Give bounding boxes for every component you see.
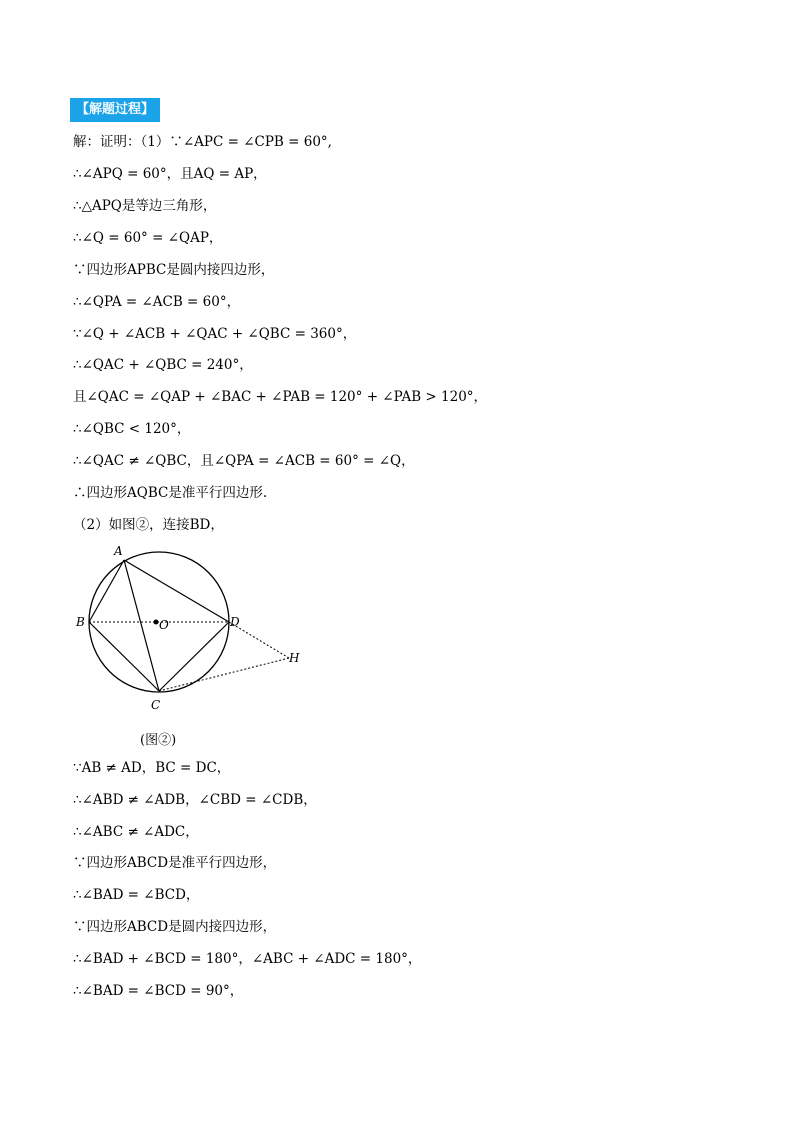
- proof-line-17: ∵四边形ABCD是准平行四边形，: [73, 855, 277, 871]
- proof-line-21: ∴∠BAD = ∠BCD = 90°，: [73, 983, 244, 999]
- proof-line-16: ∴∠ABC ≠ ∠ADC，: [73, 824, 199, 840]
- segment-ab: [89, 560, 124, 622]
- proof-line-11: ∴∠QAC ≠ ∠QBC，且∠QPA = ∠ACB = 60° = ∠Q，: [73, 453, 415, 469]
- proof-line-18: ∴∠BAD = ∠BCD，: [73, 887, 200, 903]
- proof-line-12: ∴四边形AQBC是准平行四边形.: [73, 485, 268, 501]
- proof-line-20: ∴∠BAD + ∠BCD = 180°，∠ABC + ∠ADC = 180°，: [73, 951, 422, 967]
- proof-line-6: ∴∠QPA = ∠ACB = 60°，: [73, 294, 241, 310]
- figure-caption: (图②): [140, 733, 177, 748]
- proof-line-1: 解：证明：（1）∵∠APC = ∠CPB = 60°,: [73, 134, 332, 150]
- proof-line-10: ∴∠QBC < 120°，: [73, 421, 191, 437]
- label-h: H: [289, 651, 300, 665]
- proof-line-3: ∴△APQ是等边三角形，: [73, 198, 217, 214]
- proof-line-14: ∵AB ≠ AD，BC = DC，: [73, 760, 231, 776]
- label-b: B: [76, 615, 85, 629]
- solution-heading: 【解题过程】: [70, 98, 160, 122]
- label-d: D: [230, 615, 240, 629]
- center-dot: [154, 620, 159, 625]
- proof-line-19: ∵四边形ABCD是圆内接四边形，: [73, 919, 277, 935]
- segment-cd: [159, 622, 229, 691]
- label-o: O: [159, 618, 169, 632]
- proof-line-13: （2）如图②，连接BD，: [73, 517, 224, 533]
- geometry-figure: [70, 538, 310, 718]
- proof-line-4: ∴∠Q = 60° = ∠QAP，: [73, 230, 223, 246]
- segment-ac: [124, 560, 159, 691]
- proof-line-7: ∵∠Q + ∠ACB + ∠QAC + ∠QBC = 360°，: [73, 326, 357, 342]
- proof-line-5: ∵四边形APBC是圆内接四边形，: [73, 262, 275, 278]
- proof-line-2: ∴∠APQ = 60°，且AQ = AP，: [73, 166, 267, 182]
- segment-da: [124, 560, 229, 622]
- label-a: A: [114, 544, 123, 558]
- proof-line-9: 且∠QAC = ∠QAP + ∠BAC + ∠PAB = 120° + ∠PAB > 120°，: [73, 389, 488, 405]
- proof-line-15: ∴∠ABD ≠ ∠ADB，∠CBD = ∠CDB，: [73, 792, 317, 808]
- dashed-ch: [159, 658, 289, 691]
- segment-bc: [89, 622, 159, 691]
- label-c: C: [151, 698, 161, 712]
- proof-line-8: ∴∠QAC + ∠QBC = 240°，: [73, 357, 253, 373]
